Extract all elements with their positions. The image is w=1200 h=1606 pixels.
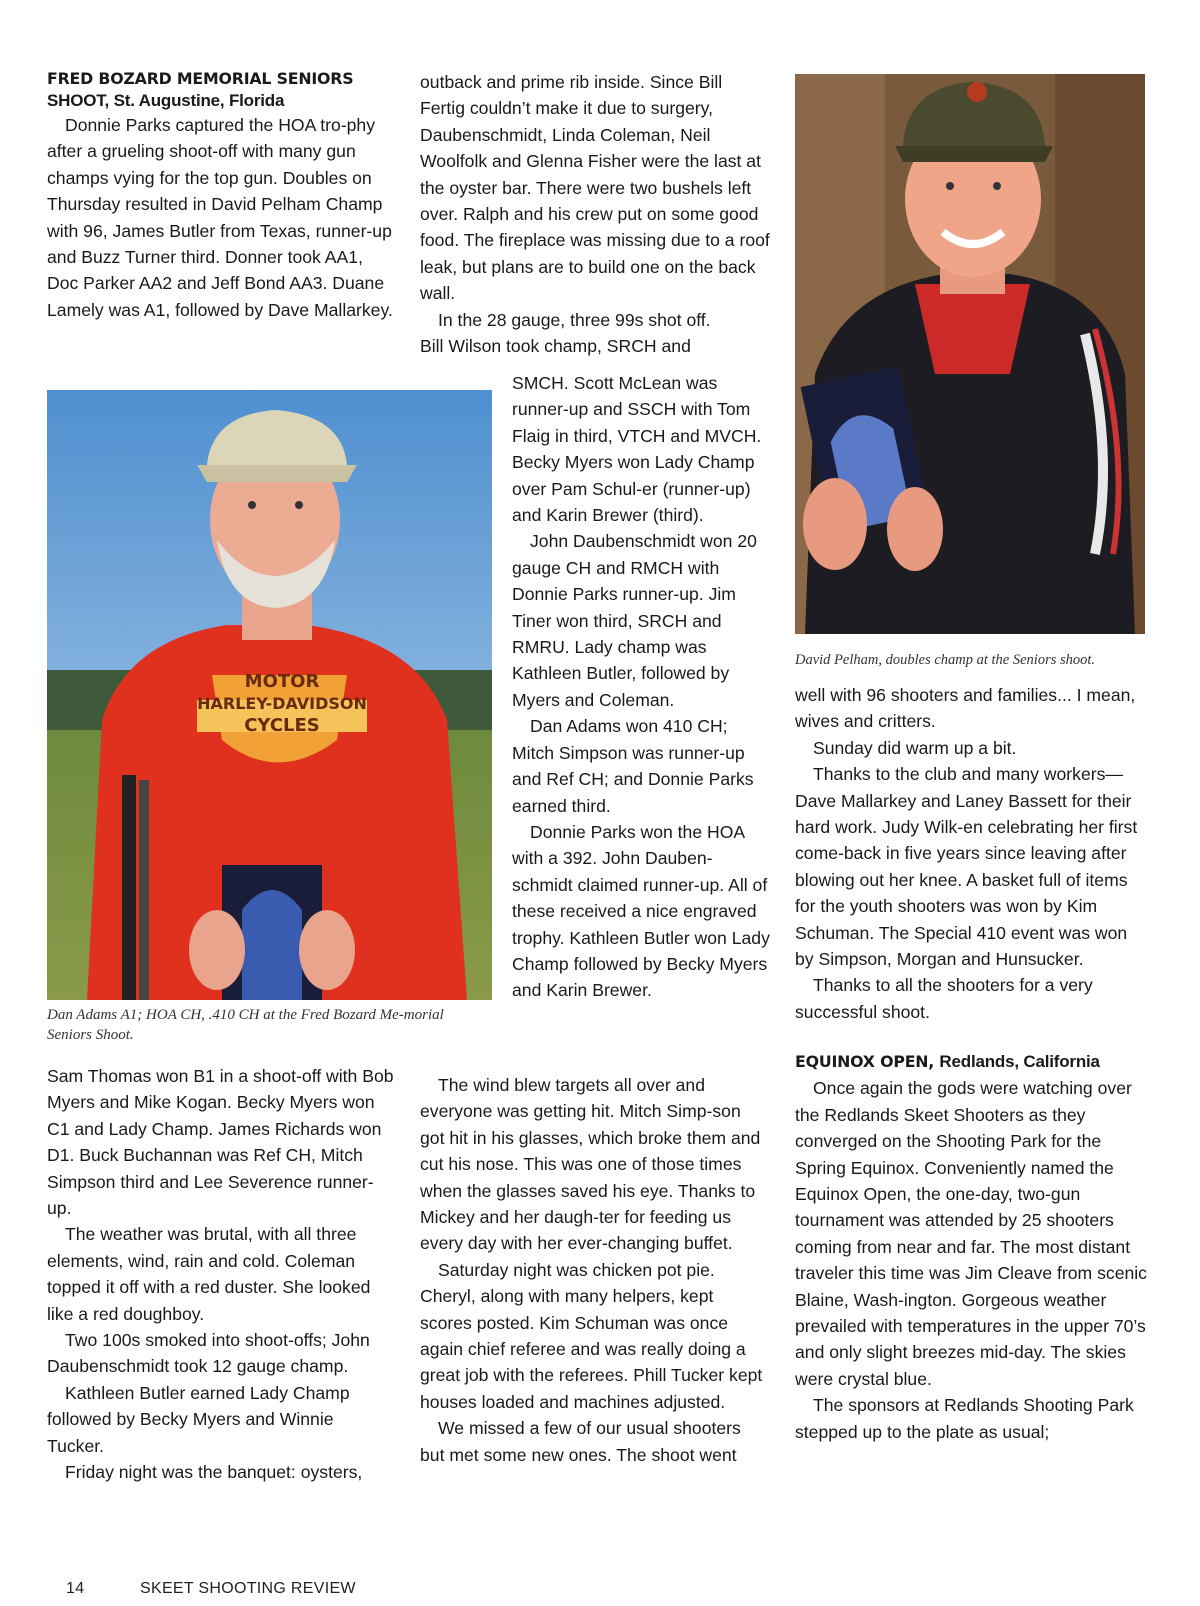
article-heading-equinox: [795, 1049, 1150, 1075]
paragraph: Donnie Parks captured the HOA tro-phy after a grueling shoot-off with many gun champs vying for the top gun. Doubles on Thursday resulted in David Pelham Champ with 96, James Butler from Texas, runner-up and Buzz Turner third. Donner took AA1, Doc Parker AA2 and Jeff Bond AA3. Duane Lamely was A1, followed by Dave Mallarkey.: [47, 115, 393, 320]
photo-david-pelham: [795, 74, 1145, 634]
middle-column-narrow: [512, 370, 770, 1004]
heading-location: SHOOT, St. Augustine, Florida: [47, 91, 285, 110]
paragraph: Dan Adams won 410 CH; Mitch Simpson was runner-up and Ref CH; and Donnie Parks earned third.: [512, 716, 754, 816]
paragraph: Donnie Parks won the HOA with a 392. John Dauben-schmidt claimed runner-up. All of these received a nice engraved trophy. Kathleen Butler won Lady Champ followed by Becky Myers and Karin Brewer.: [512, 821, 770, 1001]
paragraph: Saturday night was chicken pot pie. Cheryl, along with many helpers, kept scores posted. Kim Schuman was once again chief referee and was really doing a great job with the referees. Phill Tucker kept houses loaded and machines adjusted.: [420, 1259, 763, 1412]
paragraph: well with 96 shooters and families... I mean, wives and critters.: [795, 685, 1136, 732]
paragraph: The weather was brutal, with all three elements, wind, rain and cold. Coleman topped it off with a red duster. She looked like a red doughboy.: [47, 1224, 371, 1324]
shirt-logo-text: [197, 671, 367, 737]
caption-david-pelham: David Pelham, doubles champ at the Seniors shoot.: [795, 652, 1096, 668]
caption-dan-adams: Dan Adams A1; HOA CH, .410 CH at the Fred Bozard Me-morial Seniors Shoot.: [47, 1007, 444, 1043]
heading-title: EQUINOX OPEN,: [795, 1052, 935, 1072]
paragraph: Thanks to all the shooters for a very successful shoot.: [795, 975, 1093, 1022]
paragraph: The wind blew targets all over and everyone was getting hit. Mitch Simp-son got hit in his glasses, which broke them and cut his nose. This was one of those times when the glasses saved his eye. Thanks to Mickey and her daugh-ter for feeding us every day with her ever-changing buffet.: [420, 1075, 761, 1254]
paragraph: Once again the gods were watching over the Redlands Skeet Shooters as they converged on the Shooting Park for the Spring Equinox. Conveniently named the Equinox Open, the one-day, two-gun tournament was attended by 25 shooters coming from near and far. The most distant traveler this time was Jim Cleave from scenic Blaine, Wash-ington. Gorgeous weather prevailed with temperatures in the upper 70’s and only slight breezes mid-day. The skies were crystal blue.: [795, 1078, 1147, 1389]
photo-david-pelham-image: [795, 74, 1145, 634]
shirt-text-brand: HARLEY-DAVIDSON: [197, 694, 367, 713]
paragraph: Two 100s smoked into shoot-offs; John Daubenschmidt took 12 gauge champ.: [47, 1330, 370, 1377]
paragraph: Thanks to the club and many workers—Dave Mallarkey and Laney Bassett for their hard work. Judy Wilk-en celebrating her first come-back in five years since leaving after blowing out her knee. A basket full of items for the youth shooters was won by Kim Schuman. The Special 410 event was won by Simpson, Morgan and Hunsucker.: [795, 764, 1138, 970]
right-column: [795, 682, 1150, 1445]
middle-column-bottom: [420, 1072, 770, 1468]
photo-dan-adams: [47, 390, 492, 1000]
paragraph: SMCH. Scott McLean was runner-up and SSCH with Tom Flaig in third, VTCH and MVCH. Becky Myers won Lady Champ over Pam Schul-er (runner-up) and Karin Brewer (third).: [512, 373, 762, 526]
left-column-bottom: [47, 1063, 395, 1486]
shirt-text-cycles: CYCLES: [244, 715, 320, 736]
paragraph: The sponsors at Redlands Shooting Park stepped up to the plate as usual;: [795, 1395, 1134, 1442]
paragraph: Friday night was the banquet: oysters,: [65, 1462, 363, 1483]
page-number: 14: [66, 1580, 85, 1597]
paragraph: outback and prime rib inside. Since Bill Fertig couldn’t make it due to surgery, Daubenschmidt, Linda Coleman, Neil Woolfolk and Glenna Fisher were the last at the oyster bar. There were two bushels left over. Ralph and his crew put on some good food. The fireplace was missing due to a roof leak, but plans are to build one on the back wall.: [420, 72, 770, 304]
paragraph: John Daubenschmidt won 20 gauge CH and RMCH with Donnie Parks runner-up. Jim Tiner won third, SRCH and RMRU. Lady champ was Kathleen Butler, followed by Myers and Coleman.: [512, 531, 757, 710]
paragraph: In the 28 gauge, three 99s shot off.: [438, 309, 711, 330]
paragraph: Sunday did warm up a bit.: [813, 737, 1017, 758]
article-heading-fred-bozard: [47, 68, 395, 112]
paragraph: Sam Thomas won B1 in a shoot-off with Bob Myers and Mike Kogan. Becky Myers won C1 and Lady Champ. James Richards won D1. Buck Buchannan was Ref CH, Mitch Simpson third and Lee Severence runner-up.: [47, 1066, 394, 1219]
left-column-top: [47, 68, 395, 323]
shirt-text-motor: MOTOR: [244, 671, 320, 692]
paragraph: Bill Wilson took champ, SRCH and: [420, 336, 691, 357]
publication-name: SKEET SHOOTING REVIEW: [140, 1580, 356, 1597]
paragraph: We missed a few of our usual shooters but met some new ones. The shoot went: [420, 1418, 741, 1465]
heading-location: Redlands, California: [939, 1052, 1100, 1072]
heading-title: FRED BOZARD MEMORIAL SENIORS: [47, 69, 354, 88]
middle-column-top: [420, 69, 770, 359]
paragraph: Kathleen Butler earned Lady Champ followed by Becky Myers and Winnie Tucker.: [47, 1382, 350, 1456]
